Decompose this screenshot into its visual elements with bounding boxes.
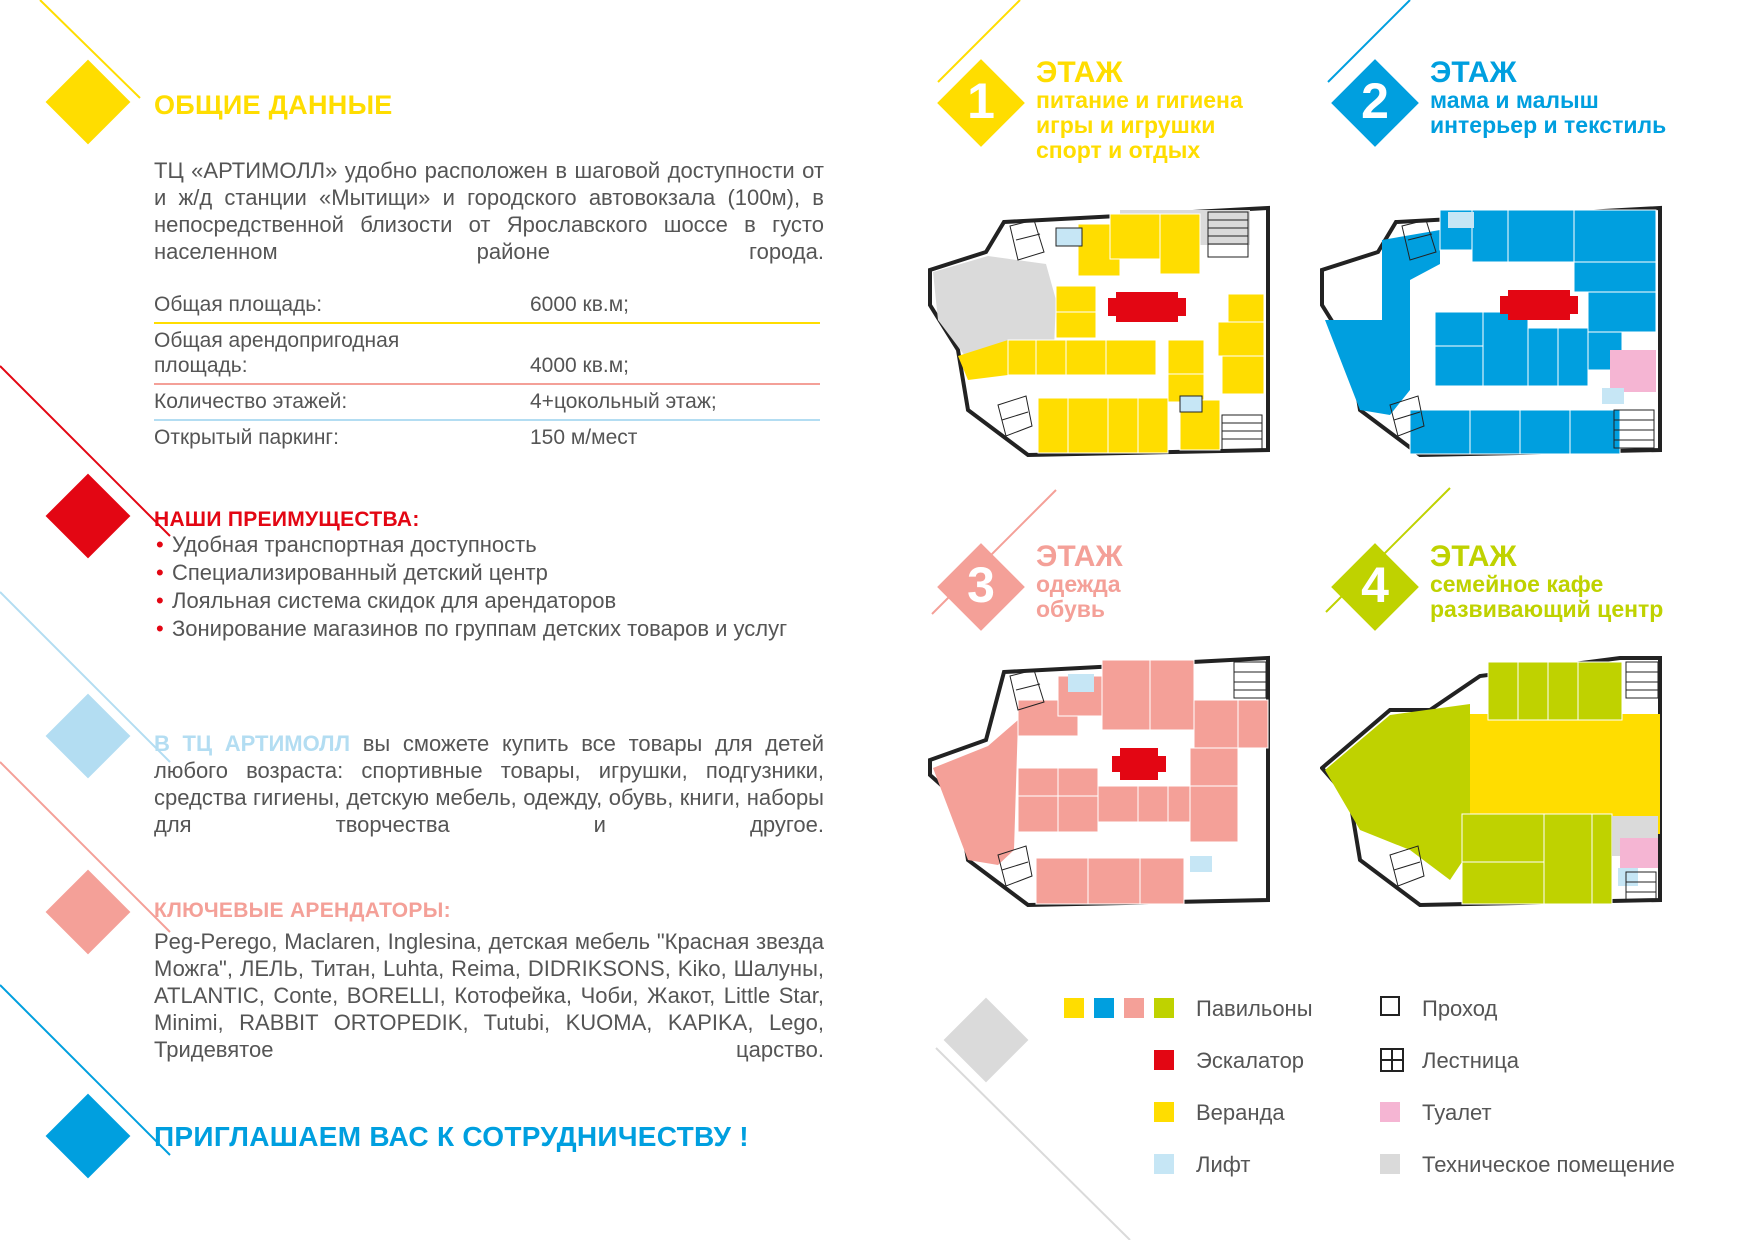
- stat-value: 6000 кв.м;: [530, 293, 630, 316]
- floor-2-subtitle: [1430, 88, 1666, 138]
- cta-text: ПРИГЛАШАЕМ ВАС К СОТРУДНИЧЕСТВУ !: [154, 1121, 749, 1152]
- list-item: • Удобная транспортная доступность: [156, 531, 787, 559]
- swatch-technical: [1380, 1154, 1400, 1174]
- floor-1-subtitle: [1036, 88, 1243, 163]
- legend-label-technical: Техническое помещение: [1422, 1152, 1675, 1177]
- list-item: • Специализированный детский центр: [156, 559, 787, 587]
- stat-label: Общая площадь:: [154, 293, 323, 316]
- stat-label: Открытый паркинг:: [154, 426, 339, 449]
- floor-2-number: 2: [1361, 73, 1389, 129]
- stat-value: 4000 кв.м;: [530, 354, 630, 377]
- tenants-title: КЛЮЧЕВЫЕ АРЕНДАТОРЫ:: [154, 899, 451, 922]
- floor-4-number: 4: [1361, 557, 1389, 613]
- floor-1-title: ЭТАЖ: [1036, 56, 1123, 89]
- shopping-paragraph: [154, 730, 824, 865]
- swatch-green: [1154, 998, 1174, 1018]
- stat-label: Количество этажей:: [154, 390, 348, 413]
- legend-label-passage: Проход: [1422, 996, 1498, 1021]
- swatch-veranda: [1154, 1102, 1174, 1122]
- legend-label-stairs: Лестница: [1422, 1048, 1520, 1073]
- shopping-lead: В ТЦ АРТИМОЛЛ: [154, 731, 351, 756]
- stat-value: 4+цокольный этаж;: [530, 390, 717, 413]
- grid-icon: [1380, 1048, 1404, 1072]
- legend-label-veranda: Веранда: [1196, 1100, 1285, 1125]
- floor-1-line: игры и игрушки: [1036, 112, 1216, 138]
- advantages-title: НАШИ ПРЕИМУЩЕСТВА:: [154, 508, 420, 531]
- floor-2-title: ЭТАЖ: [1430, 56, 1517, 89]
- list-item: • Лояльная система скидок для арендаторов: [156, 587, 787, 615]
- stat-row-rentable: [154, 324, 820, 385]
- floor-2-line: интерьер и текстиль: [1430, 112, 1667, 138]
- floor-2-line: мама и малыш: [1430, 87, 1599, 113]
- general-intro: ТЦ «АРТИМОЛЛ» удобно расположен в шаговой доступности от и ж/д станции «Мытищи» и городского автовокзала (100м), в непосредственной близости от Ярославского шоссе в густо населенном районе города.: [154, 158, 824, 264]
- stat-label: Общая арендопригодная площадь:: [154, 329, 400, 377]
- advantages-list: [156, 531, 787, 643]
- swatch-toilet: [1380, 1102, 1400, 1122]
- legend-label-lift: Лифт: [1196, 1152, 1251, 1177]
- swatch-lift: [1154, 1154, 1174, 1174]
- floor-3-line: одежда: [1036, 571, 1121, 597]
- stat-value: 150 м/мест: [530, 426, 638, 449]
- legend-label-pavilions: Павильоны: [1196, 996, 1313, 1021]
- swatch-yellow: [1064, 998, 1084, 1018]
- floor-3-plan: [928, 650, 1308, 910]
- general-title: ОБЩИЕ ДАННЫЕ: [154, 90, 393, 120]
- stats-table: [154, 288, 820, 457]
- stat-row-floors: [154, 385, 820, 421]
- stat-row-parking: [154, 421, 820, 457]
- box-outline-icon: [1380, 996, 1400, 1016]
- floor-1-line: питание и гигиена: [1036, 87, 1243, 113]
- floor-3-title: ЭТАЖ: [1036, 540, 1123, 573]
- shopping-text: вы сможете купить все товары для детей любого возраста: спортивные товары, игрушки, подгузники, средства гигиены, детскую мебель, одежду, обувь, книги, наборы для творчества и другое.: [154, 731, 824, 837]
- legend-label-toilet: Туалет: [1422, 1100, 1492, 1125]
- floor-3-line: обувь: [1036, 596, 1106, 622]
- stat-row-area: [154, 288, 820, 324]
- floor-4-title: ЭТАЖ: [1430, 540, 1517, 573]
- floor-4-line: развивающий центр: [1430, 596, 1664, 622]
- tenants-text: Peg-Perego, Maclaren, Inglesina, детская мебель "Красная звезда Можга", ЛЕЛЬ, Титан, Luhta, Reima, DIDRIKSONS, Kiko, Шалуны, ATLANTIC, Conte, BORELLI, Котофейка, Чоби, Жакот, Little Star, Minimi, RABBIT ORTOPEDIK, Tutubi, KUOMA, KAPIKA, Lego, Тридевятое царство.: [154, 929, 824, 1062]
- legend-label-escalator: Эскалатор: [1196, 1048, 1305, 1073]
- floor-4-plan: [1320, 650, 1700, 910]
- floor-2-plan: [1320, 200, 1700, 460]
- floor-4-line: семейное кафе: [1430, 571, 1604, 597]
- swatch-pink: [1124, 998, 1144, 1018]
- floor-1-plan: [928, 200, 1308, 460]
- floor-1-line: спорт и отдых: [1036, 137, 1201, 163]
- list-item: • Зонирование магазинов по группам детских товаров и услуг: [156, 615, 787, 643]
- swatch-blue: [1094, 998, 1114, 1018]
- swatch-escalator: [1154, 1050, 1174, 1070]
- floor-1-number: 1: [967, 73, 995, 129]
- floor-3-number: 3: [967, 557, 995, 613]
- floor-3-subtitle: [1036, 572, 1121, 622]
- floor-4-subtitle: [1430, 572, 1663, 622]
